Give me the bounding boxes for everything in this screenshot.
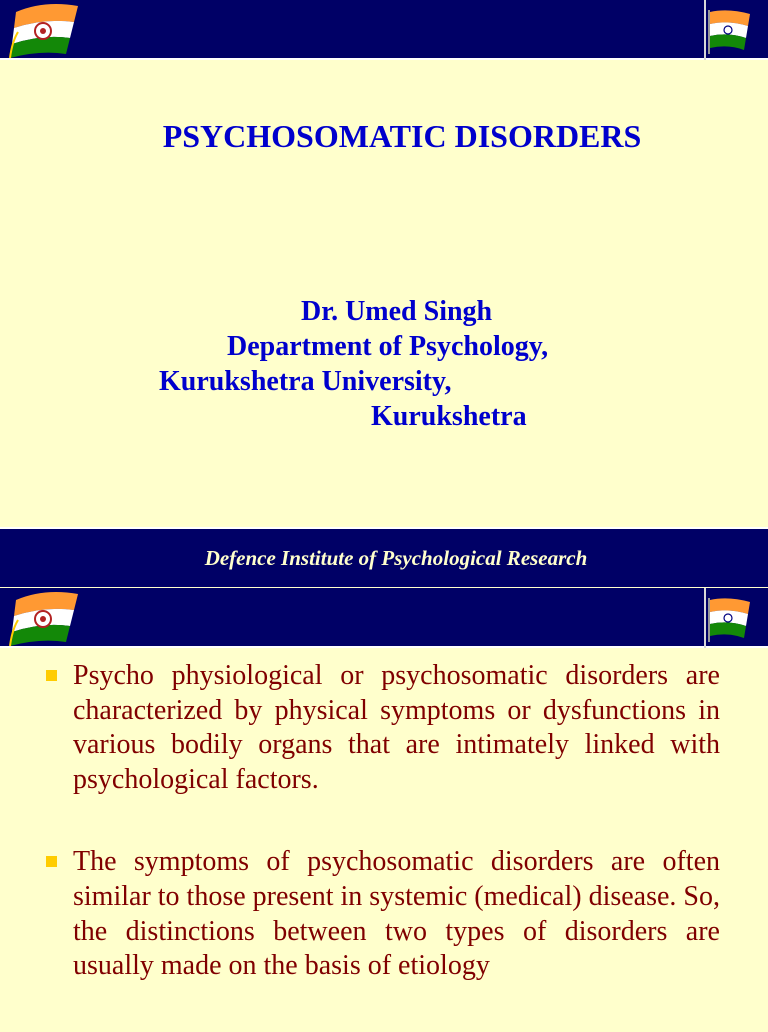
footer-banner [0, 527, 768, 587]
bullet-text: Psycho physiological or psychosomatic disorders are characterized by physical symptoms or dysfunctions in various bodily organs that are intimately linked with psychological factors. [73, 660, 720, 795]
header-banner [0, 588, 768, 648]
institute-emblem-logo [8, 590, 82, 648]
indian-flag-icon [706, 596, 754, 642]
footer-institute: Defence Institute of Psychological Research [204, 545, 588, 570]
author-university: Kurukshetra University, [159, 366, 452, 397]
indian-flag-icon [706, 8, 754, 54]
institute-emblem-logo [8, 2, 82, 60]
square-bullet-icon [46, 856, 57, 867]
list-item [46, 659, 720, 797]
bullet-text: The symptoms of psychosomatic disorders are often similar to those present in systemic (medical) disease. So, the distinctions between two types of disorders are usually made on the basis of etiology [73, 846, 720, 982]
header-banner [0, 0, 768, 60]
author-department: Department of Psychology, [227, 331, 549, 362]
slide-title: PSYCHOSOMATIC DISORDERS [162, 118, 642, 154]
square-bullet-icon [46, 670, 57, 681]
bullet-list [46, 659, 720, 1032]
list-item [46, 845, 720, 983]
author-city: Kurukshetra [371, 401, 527, 432]
author-name: Dr. Umed Singh [301, 296, 493, 327]
